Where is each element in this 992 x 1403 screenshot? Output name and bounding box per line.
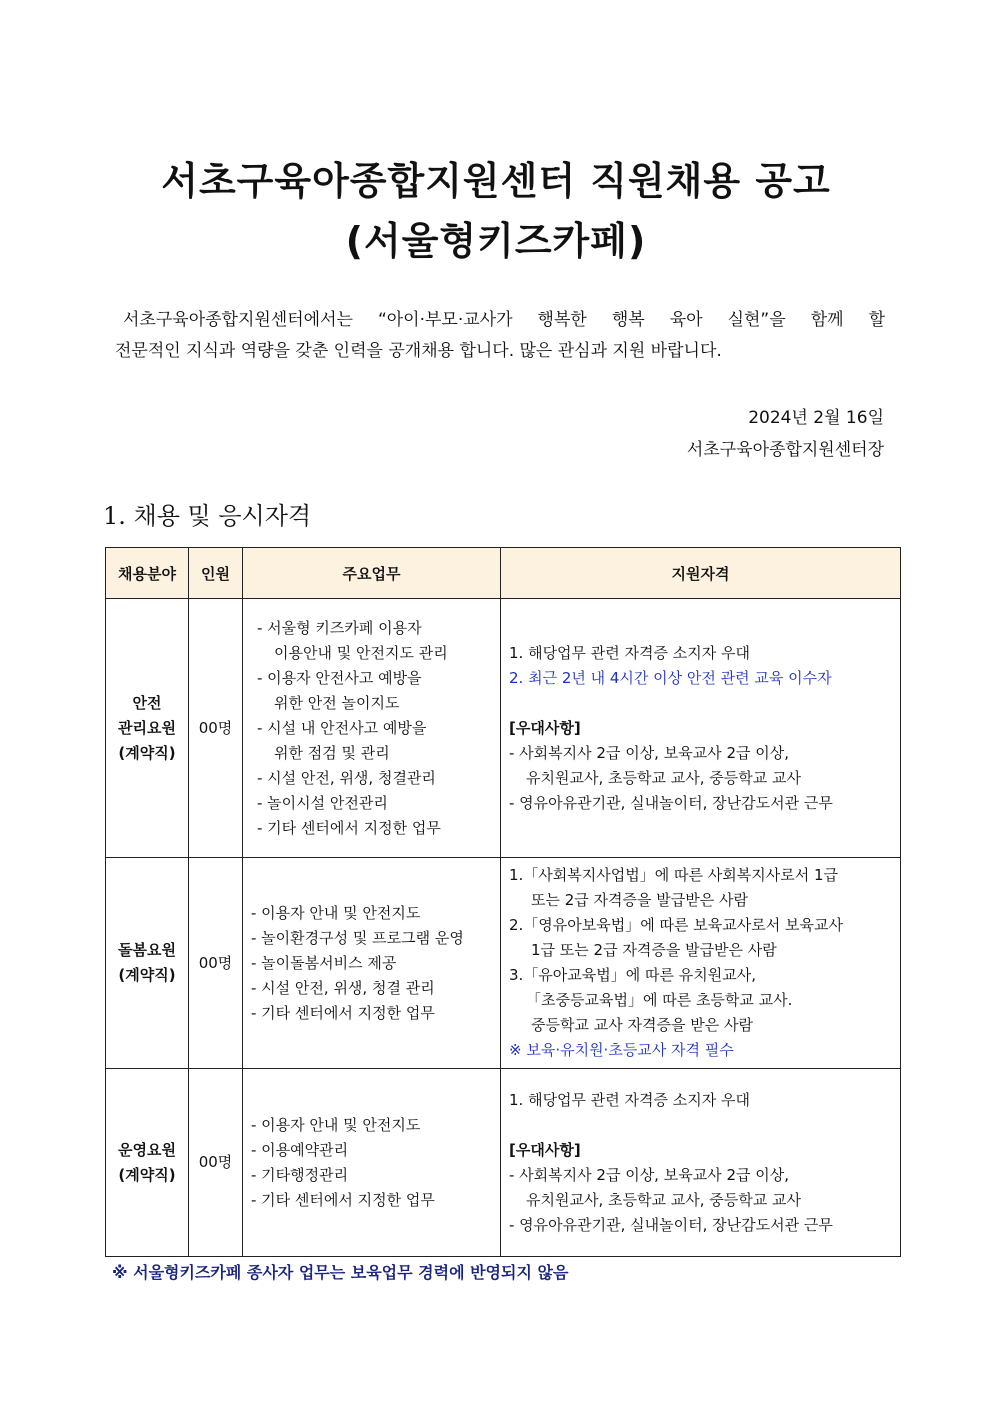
- category-cell: [106, 858, 189, 1069]
- page-title: 서초구육아종합지원센터 직원채용 공고: [161, 159, 831, 203]
- qualification-item: 1. 해당업무 관련 자격증 소지자 우대: [509, 1090, 751, 1109]
- qualification-item: 1. 해당업무 관련 자격증 소지자 우대: [509, 643, 751, 662]
- qualification-item: 유치원교사, 초등학교 교사, 중등학교 교사: [526, 1190, 801, 1209]
- intro-line-2: 전문적인 지식과 역량을 갖춘 인력을 공개채용 합니다. 많은 관심과 지원 바랍니다.: [115, 341, 722, 361]
- category-label: (계약직): [118, 966, 176, 984]
- qualification-item: 유치원교사, 초등학교 교사, 중등학교 교사: [526, 768, 801, 787]
- category-label: 돌봄요원: [118, 941, 176, 959]
- category-label: (계약직): [118, 1165, 176, 1184]
- duty-item: - 기타 센터에서 지정한 업무: [251, 1003, 435, 1022]
- qualification-item: 중등학교 교사 자격증을 받은 사람: [531, 1016, 753, 1034]
- category-label: (계약직): [118, 743, 176, 762]
- duty-item: - 놀이환경구성 및 프로그램 운영: [251, 928, 464, 947]
- qualification-item: 「초중등교육법」에 따른 초등학교 교사.: [526, 991, 793, 1009]
- duty-item: - 놀이시설 안전관리: [257, 793, 388, 812]
- spacer: [509, 1113, 896, 1138]
- count-cell: 00명: [189, 858, 243, 1069]
- count-cell: 00명: [189, 599, 243, 858]
- duty-item: - 시설 안전, 위생, 청결 관리: [251, 978, 435, 997]
- issue-block: [687, 402, 884, 466]
- duties-cell: [243, 599, 501, 858]
- duty-item: - 이용예약관리: [251, 1140, 349, 1159]
- qualification-item: 3.「유아교육법」에 따른 유치원교사,: [509, 966, 756, 984]
- issue-date: 2024년 2월 16일: [748, 408, 884, 428]
- duty-item: - 놀이돌봄서비스 제공: [251, 953, 397, 972]
- duty-item: - 시설 내 안전사고 예방을: [257, 718, 427, 737]
- qualification-item: 1.「사회복지사업법」에 따른 사회복지사로서 1급: [509, 866, 838, 884]
- table-row: [106, 1069, 901, 1257]
- duties-cell: [243, 858, 501, 1069]
- qualification-item: 2. 최근 2년 내 4시간 이상 안전 관련 교육 이수자: [509, 668, 832, 687]
- page-subtitle: (서울형키즈카페): [345, 219, 647, 263]
- qualifications-cell: [501, 599, 901, 858]
- count-cell: 00명: [189, 1069, 243, 1257]
- duty-item: - 기타행정관리: [251, 1165, 349, 1184]
- header-duties: 주요업무: [243, 548, 501, 599]
- signer: 서초구육아종합지원센터장: [686, 440, 884, 460]
- qualification-item: 1급 또는 2급 자격증을 발급받은 사람: [531, 941, 777, 959]
- duty-item: - 시설 안전, 위생, 청결관리: [257, 768, 436, 787]
- category-cell: [106, 1069, 189, 1257]
- spacer: [509, 691, 896, 716]
- preference-heading: [우대사항]: [509, 718, 581, 737]
- duty-item: - 기타 센터에서 지정한 업무: [251, 1190, 435, 1209]
- duty-item: - 이용자 안내 및 안전지도: [251, 903, 421, 922]
- intro-line-1: 서초구육아종합지원센터에서는 “아이·부모·교사가 행복한 행복 육아 실현”을 함께 할: [123, 310, 885, 330]
- duty-item: 위한 안전 놀이지도: [274, 693, 400, 712]
- table-header-row: [106, 548, 901, 599]
- qualifications-cell: [501, 1069, 901, 1257]
- duties-cell: [243, 1069, 501, 1257]
- header-count: 인원: [189, 548, 243, 599]
- preference-heading: [우대사항]: [509, 1140, 581, 1159]
- section-heading: 1. 채용 및 응시자격: [103, 502, 312, 530]
- qualification-item: - 영유아유관기관, 실내놀이터, 장난감도서관 근무: [509, 1215, 833, 1234]
- category-cell: [106, 599, 189, 858]
- category-label: 관리요원: [118, 718, 176, 737]
- qualification-item: - 영유아유관기관, 실내놀이터, 장난감도서관 근무: [509, 793, 833, 812]
- qualification-item: 또는 2급 자격증을 발급받은 사람: [531, 891, 748, 909]
- qualification-item: 2.「영유아보육법」에 따른 보육교사로서 보육교사: [509, 916, 843, 934]
- duty-item: 위한 점검 및 관리: [274, 743, 390, 762]
- duty-item: - 기타 센터에서 지정한 업무: [257, 818, 441, 837]
- category-label: 운영요원: [118, 1140, 176, 1159]
- header-category: 채용분야: [106, 548, 189, 599]
- duty-item: 이용안내 및 안전지도 관리: [274, 643, 448, 662]
- duty-item: - 서울형 키즈카페 이용자: [257, 618, 422, 637]
- qualifications-cell: [501, 858, 901, 1069]
- intro-paragraph: [115, 305, 885, 367]
- table-row: [106, 858, 901, 1069]
- qualification-item: - 사회복지사 2급 이상, 보육교사 2급 이상,: [509, 743, 789, 762]
- duty-item: - 이용자 안내 및 안전지도: [251, 1115, 421, 1134]
- table-row: [106, 599, 901, 858]
- header-qualifications: 지원자격: [501, 548, 901, 599]
- footnote: ※ 서울형키즈카페 종사자 업무는 보육업무 경력에 반영되지 않음: [112, 1263, 569, 1282]
- duty-item: - 이용자 안전사고 예방을: [257, 668, 422, 687]
- recruitment-table: [105, 547, 901, 1257]
- qualification-item: - 사회복지사 2급 이상, 보육교사 2급 이상,: [509, 1165, 789, 1184]
- qualification-note: ※ 보육·유치원·초등교사 자격 필수: [509, 1041, 734, 1059]
- category-label: 안전: [132, 693, 162, 712]
